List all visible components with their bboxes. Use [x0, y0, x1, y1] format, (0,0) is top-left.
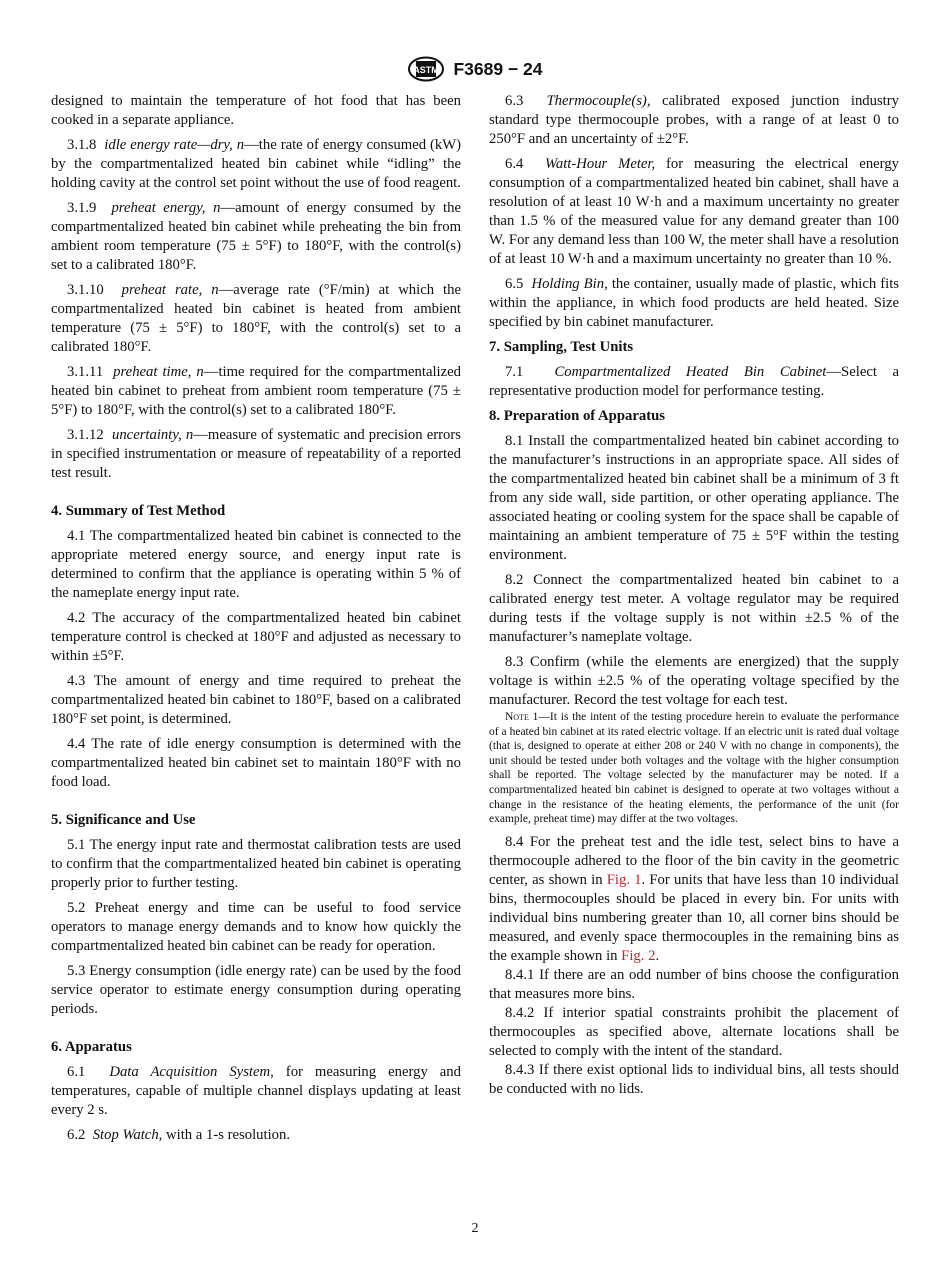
- paragraph-5-2: 5.2 Preheat energy and time can be useful to food service operators to manage energy demands and to know how quickly the compartmentalized heated bin cabinet can be ready for operation.: [51, 900, 461, 954]
- section-heading-6: 6. Apparatus: [51, 1039, 132, 1055]
- paragraph-6-2: 6.2 Stop Watch, with a 1-s resolution.: [67, 1127, 291, 1143]
- paragraph-6-1: 6.1 Data Acquisition System, for measuring energy and temperatures, capable of multiple channel displays updating at least every 2 s.: [51, 1064, 461, 1118]
- paragraph-8-4-3: 8.4.3 If there exist optional lids to individual bins, all tests should be conducted with no lids.: [489, 1061, 899, 1097]
- paragraph-6-3: 6.3 Thermocouple(s), calibrated exposed junction industry standard type thermocouple probes, with a range of at least 0 to 250°F and an uncertainty of ±2°F.: [489, 93, 900, 147]
- section-heading-5: 5. Significance and Use: [51, 812, 196, 828]
- document-id: F3689 − 24: [453, 58, 543, 79]
- paragraph-8-1: 8.1 Install the compartmentalized heated bin cabinet according to the manufacturer’s instructions in an appropriate space. All sides of the compartmentalized heated bin cabinet shall be a minimum of 3 ft from any side wall, side partition, or other operating appliance. The associated heating or cooling system for the space shall be capable of maintaining an ambient temperature of 75 ± 5°F within the testing environment.: [489, 433, 899, 563]
- paragraph-4-4: 4.4 The rate of idle energy consumption is determined with the compartmentalized heated bin cabinet set to maintain 180°F with no food load.: [51, 736, 461, 790]
- note-1: Note 1—It is the intent of the testing procedure herein to evaluate the performance of a heated bin cabinet at its rated electric voltage. If an electric unit is rated dual voltage (that is, designed to operate at either 208 or 240 V with no change in components), the unit should be tested under both voltages and the voltage with the higher consumption shall be reported. The voltage selected by the manufacturer may be noted. If a compartmentalized heated bin cabinet is designed to operate at two voltages without a change in the resistance of the heating elements, the performance of the unit (for example, preheat time) may differ at the two voltages.: [489, 711, 899, 826]
- paragraph-3-1-11: 3.1.11 preheat time, n—time required for the compartmentalized heated bin cabinet to preheat from ambient room temperature (75 ± 5°F) to 180°F, with the control(s) set to a calibrated 180°F.: [51, 364, 462, 418]
- paragraph-3-1-10: 3.1.10 preheat rate, n—average rate (°F/min) at which the compartmentalized heated bin cabinet is heated from ambient temperature (75 ± 5°F) to 180°F, with the control(s) set to a calibrated 180°F.: [51, 282, 462, 355]
- paragraph-5-1: 5.1 The energy input rate and thermostat calibration tests are used to confirm that the compartmentalized heated bin cabinet is operating properly prior to further testing.: [51, 837, 461, 891]
- figure-1-link[interactable]: Fig. 1: [606, 871, 642, 888]
- paragraph-4-3: 4.3 The amount of energy and time required to preheat the compartmentalized heated bin cabinet to 180°F, based on a calibrated 180°F set point, is determined.: [51, 673, 461, 727]
- paragraph-8-3: 8.3 Confirm (while the elements are energized) that the supply voltage is within ±2.5 % of the operating voltage specified by the manufacturer. Record the test voltage for each test.: [489, 654, 899, 708]
- paragraph-4-1: 4.1 The compartmentalized heated bin cabinet is connected to the appropriate metered energy source, and energy input rate is determined to confirm that the appliance is operating within 5 % of the nameplate energy input rate.: [51, 528, 461, 601]
- paragraph-8-4-2: 8.4.2 If interior spatial constraints prohibit the placement of thermocouples as specified above, alternate locations shall be selected to comply with the intent of the standard.: [489, 1004, 899, 1059]
- page-number: 2: [471, 1221, 479, 1236]
- paragraph-6-4: 6.4 Watt-Hour Meter, for measuring the electrical energy consumption of a compartmentalized heated bin cabinet, shall have a resolution of at least 10 W·h and a maximum uncertainty no greater than 1.5 % of the measured value for any demand greater than 100 W. For any demand less than 100 W, the meter shall have a resolution of at least 10 W·h and a maximum uncertainty no greater than 10 %.: [489, 156, 900, 267]
- left-column: [51, 92, 461, 1151]
- svg-text:ASTM: ASTM: [413, 65, 440, 75]
- paragraph-8-4-1: 8.4.1 If there are an odd number of bins choose the configuration that measures more bins.: [489, 966, 899, 1002]
- paragraph-8-2: 8.2 Connect the compartmentalized heated bin cabinet to a calibrated energy test meter. A voltage regulator may be required during tests if the voltage supply is not within ±2.5 % of the manufacturer’s nameplate voltage.: [489, 572, 899, 645]
- paragraph-7-1: 7.1 Compartmentalized Heated Bin Cabinet—Select a representative production model for performance testing.: [489, 364, 900, 399]
- right-column: [489, 92, 899, 1099]
- paragraph-3-1-8: 3.1.8 idle energy rate—dry, n—the rate of energy consumed (kW) by the compartmentalized heated bin cabinet while “idling” the holding cavity at the control set point without the use of food reagent.: [51, 137, 461, 191]
- section-heading-8: 8. Preparation of Apparatus: [489, 408, 665, 424]
- astm-logo-icon: [407, 56, 445, 82]
- paragraph: designed to maintain the temperature of hot food that has been cooked in a separate appliance.: [51, 93, 461, 128]
- paragraph-6-5: 6.5 Holding Bin, the container, usually made of plastic, which fits within the appliance, in which food products are held heated. Size specified by bin cabinet manufacturer.: [489, 276, 900, 330]
- paragraph-3-1-9: 3.1.9 preheat energy, n—amount of energy consumed by the compartmentalized heated bin cabinet while preheating the bin from ambient room temperature (75 ± 5°F) to 180°F, with the control(s) set to a calibrated 180°F.: [51, 200, 461, 273]
- figure-2-link[interactable]: Fig. 2: [621, 947, 656, 964]
- page-header: [0, 56, 950, 82]
- section-heading-7: 7. Sampling, Test Units: [489, 339, 634, 355]
- paragraph-4-2: 4.2 The accuracy of the compartmentalized heated bin cabinet temperature control is checked at 180°F and adjusted as necessary to within ±5°F.: [51, 610, 461, 664]
- paragraph-8-4: 8.4 For the preheat test and the idle test, select bins to have a thermocouple adhered to the floor of the bin cavity in the geometric center, as shown in Fig. 1. For units that have less than 10 individual bins, thermocouples should be placed in every bin. For units with individual bins numbering greater than 10, all corner bins should be measured, and evenly space thermocouples in the remaining bins as the example shown in Fig. 2.: [489, 833, 899, 964]
- paragraph-5-3: 5.3 Energy consumption (idle energy rate) can be used by the food service operator to estimate energy consumption during operating periods.: [51, 963, 461, 1017]
- paragraph-3-1-12: 3.1.12 uncertainty, n—measure of systematic and precision errors in specified instrumentation or measure of repeatability of a reported test result.: [51, 427, 462, 481]
- section-heading-4: 4. Summary of Test Method: [51, 503, 226, 519]
